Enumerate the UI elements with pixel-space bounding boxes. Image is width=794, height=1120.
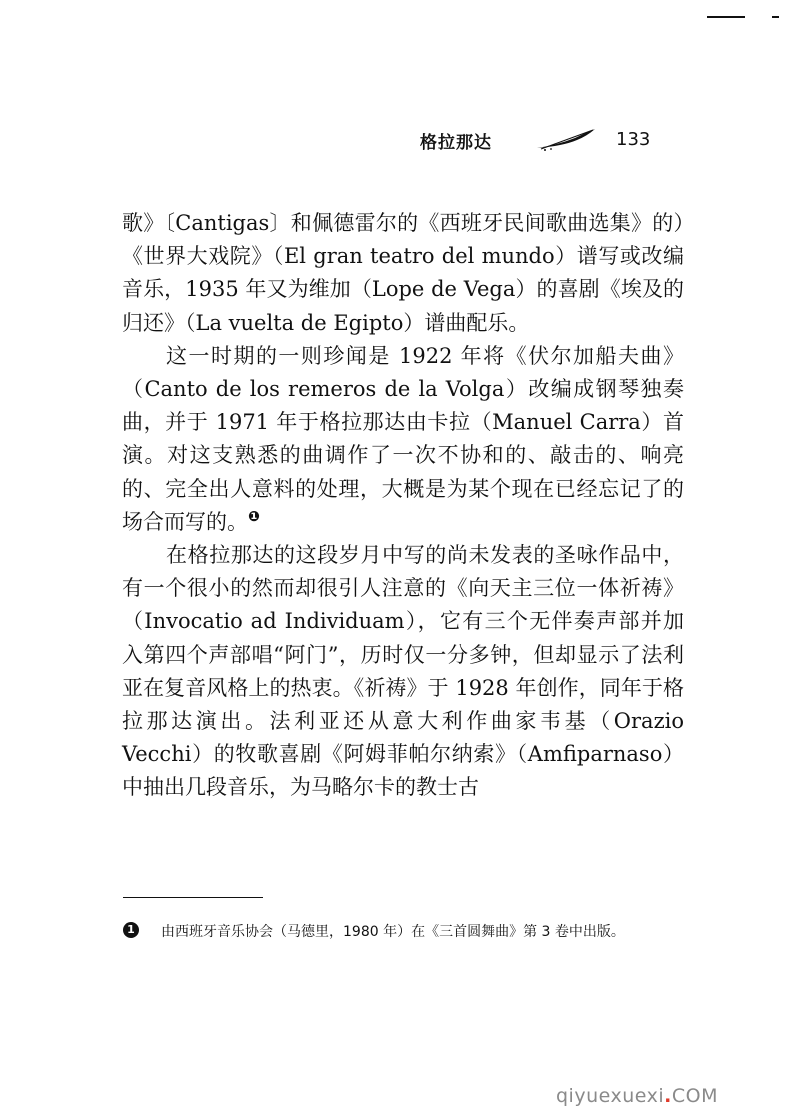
footnote-text: 由西班牙音乐协会（马德里，1980 年）在《三首圆舞曲》第 3 卷中出版。 [161, 924, 625, 940]
watermark-dot: . [664, 1085, 672, 1107]
chapter-title: 格拉那达 [420, 133, 492, 153]
footnote [127, 920, 681, 944]
top-corner-rule [707, 16, 745, 18]
feather-ornament-icon [535, 128, 597, 152]
running-header [420, 126, 660, 156]
footnote-marker: 1 [123, 922, 139, 938]
paragraph: 歌》〔Cantigas〕和佩德雷尔的《西班牙民间歌曲选集》的）《世界大戏院》（El gran teatro del mundo）谱写或改编音乐，1935 年又为维加（Lope de Vega）的喜剧《埃及的归还》（La vuelta de Egipto）谱曲配乐。 [122, 211, 684, 335]
paragraph [122, 340, 684, 539]
footnote-reference: ❶ [248, 508, 260, 525]
page-number: 133 [616, 129, 651, 150]
watermark-suffix: COM [671, 1085, 718, 1107]
site-watermark [556, 1085, 718, 1107]
paragraph: 在格拉那达的这段岁月中写的尚未发表的圣咏作品中，有一个很小的然而却很引人注意的《向天主三位一体祈祷》（Invocatio ad Individuam），它有三个无伴奏声部并加入第四个声部唱“阿门”，历时仅一分多钟，但却显示了法利亚在复音风格上的热衷。《祈祷》于 1928 年创作，同年于格拉那达演出。法利亚还从意大利作曲家韦基（Orazio Vecchi）的牧歌喜剧《阿姆菲帕尔纳索》（Amfiparnaso）中抽出几段音乐，为马略尔卡的教士古 [122, 543, 684, 800]
footnote-separator [123, 897, 263, 898]
top-corner-dash [772, 16, 779, 18]
paragraph-text: 这一时期的一则珍闻是 1922 年将《伏尔加船夫曲》（Canto de los remeros de la Volga）改编成钢琴独奏曲，并于 1971 年于格拉那达由卡拉（Manuel Carra）首演。对这支熟悉的曲调作了一次不协和的、敲击的、响亮的、完全出人意料的处理，大概是为某个现在已经忘记了的场合而写的。 [122, 343, 684, 534]
main-text [122, 207, 684, 805]
watermark-prefix: qiyuexuexi [556, 1085, 665, 1107]
